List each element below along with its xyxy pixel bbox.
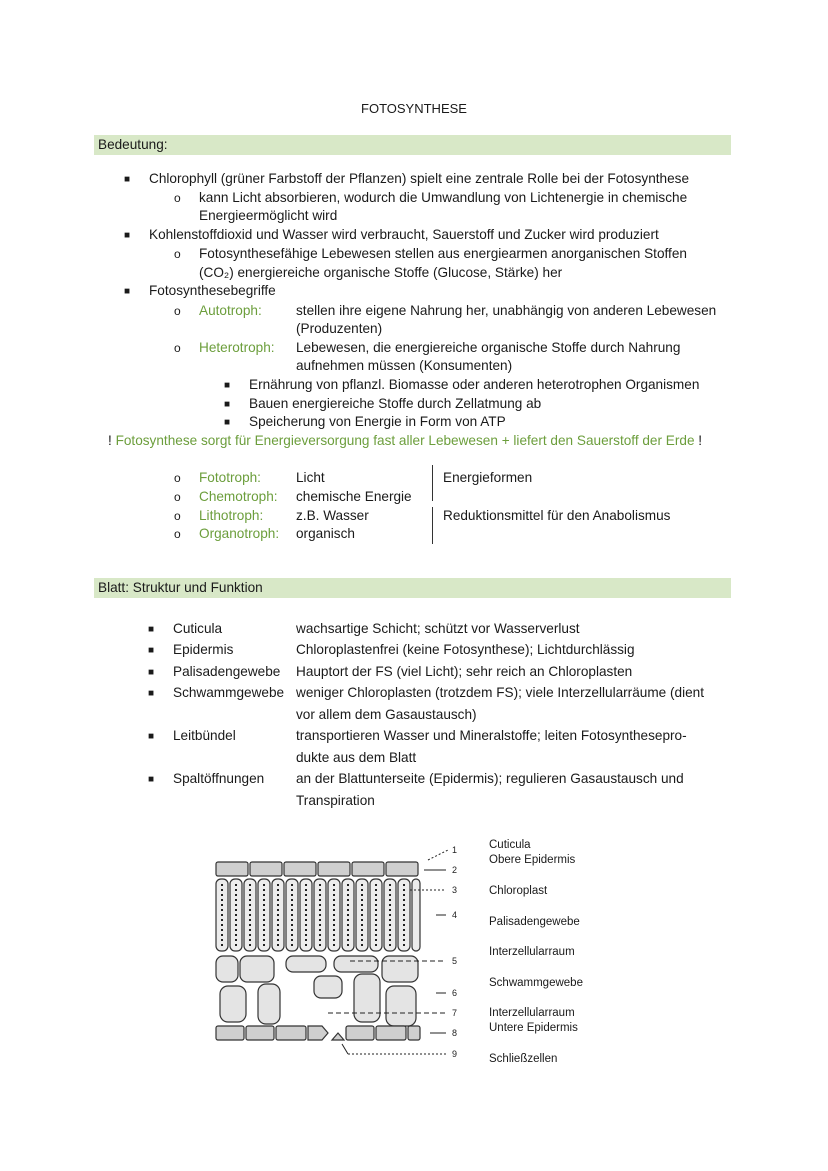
diagram-label: Schließzellen bbox=[489, 1053, 558, 1065]
leaf-desc: Chloroplastenfrei (keine Fotosynthese); Lichtdurchlässig bbox=[296, 642, 635, 657]
bullet-circle-icon: o bbox=[174, 304, 181, 318]
sub-bullet-text: kann Licht absorbieren, wodurch die Umwandlung von Lichtenergie in chemische bbox=[199, 190, 688, 205]
leaf-desc: dukte aus dem Blatt bbox=[296, 750, 417, 765]
section-heading-text: Bedeutung: bbox=[98, 137, 168, 152]
type-term: Chemotroph: bbox=[199, 489, 278, 504]
diagram-label: Untere Epidermis bbox=[489, 1022, 578, 1034]
definition-text: Lebewesen, die energiereiche organische Stoffe durch Nahrung bbox=[296, 340, 681, 355]
bullet-square-icon: ■ bbox=[224, 380, 231, 391]
diagram-label: Cuticula bbox=[489, 839, 531, 851]
bullet-square-icon: ■ bbox=[148, 688, 155, 699]
leaf-term: Leitbündel bbox=[173, 728, 236, 743]
term-autotroph: Autotroph: bbox=[199, 303, 262, 318]
group-label: Energieformen bbox=[443, 470, 533, 485]
leaf-term: Schwammgewebe bbox=[173, 685, 285, 700]
definition-text: aufnehmen müssen (Konsumenten) bbox=[296, 358, 513, 373]
bullet-square-icon: ■ bbox=[148, 774, 155, 785]
exclamation-mark: ! bbox=[698, 433, 703, 448]
diagram-number: 6 bbox=[452, 988, 458, 998]
highlight-text: Fotosynthese sorgt für Energieversorgung fast aller Lebewesen + liefert den Sauerstoff der Erde bbox=[115, 433, 695, 448]
type-value: organisch bbox=[296, 526, 355, 541]
sub-bullet-text: (CO₂) energiereiche organische Stoffe (Glucose, Stärke) her bbox=[199, 265, 563, 280]
sub-bullet-text: Fotosynthesefähige Lebewesen stellen aus energiearmen anorganischen Stoffen bbox=[199, 246, 687, 261]
bullet-square-icon: ■ bbox=[148, 667, 155, 678]
diagram-number: 7 bbox=[452, 1008, 458, 1018]
type-term: Organotroph: bbox=[199, 526, 280, 541]
bullet-square-icon: ■ bbox=[124, 286, 131, 297]
bullet-circle-icon: o bbox=[174, 509, 181, 523]
diagram-number: 9 bbox=[452, 1049, 458, 1059]
section-heading-text: Blatt: Struktur und Funktion bbox=[98, 580, 263, 595]
leaf-desc: Hauptort der FS (viel Licht); sehr reich an Chloroplasten bbox=[296, 664, 633, 679]
bullet-text: Fotosynthesebegriffe bbox=[149, 283, 276, 298]
leaf-desc: transportieren Wasser und Mineralstoffe; leiten Fotosynthesepro- bbox=[296, 728, 687, 743]
leaf-desc: wachsartige Schicht; schützt vor Wasserverlust bbox=[296, 621, 580, 636]
sub-sub-bullet-text: Ernährung von pflanzl. Biomasse oder anderen heterotrophen Organismen bbox=[249, 377, 700, 392]
page-title: FOTOSYNTHESE bbox=[361, 101, 467, 116]
diagram-label: Interzellularraum bbox=[489, 1007, 575, 1019]
term-heterotroph: Heterotroph: bbox=[199, 340, 275, 355]
leaf-cross-section-diagram bbox=[210, 838, 480, 1066]
bullet-circle-icon: o bbox=[174, 341, 181, 355]
section-heading-blatt bbox=[94, 578, 731, 598]
diagram-label: Obere Epidermis bbox=[489, 854, 576, 866]
type-value: Licht bbox=[296, 470, 325, 485]
bullet-text: Chlorophyll (grüner Farbstoff der Pflanzen) spielt eine zentrale Rolle bei der Fotosynthese bbox=[149, 171, 690, 186]
leaf-term: Spaltöffnungen bbox=[173, 771, 265, 786]
diagram-number: 3 bbox=[452, 885, 458, 895]
bullet-square-icon: ■ bbox=[124, 230, 131, 241]
sub-bullet-text: Energieermöglicht wird bbox=[199, 208, 338, 223]
diagram-label: Palisadengewebe bbox=[489, 916, 580, 928]
type-value: chemische Energie bbox=[296, 489, 412, 504]
sub-sub-bullet-text: Speicherung von Energie in Form von ATP bbox=[249, 414, 506, 429]
type-term: Lithotroph: bbox=[199, 508, 264, 523]
spongy-tissue bbox=[216, 956, 418, 1026]
type-value: z.B. Wasser bbox=[296, 508, 369, 523]
bullet-square-icon: ■ bbox=[148, 624, 155, 635]
diagram-label: Interzellularraum bbox=[489, 946, 575, 958]
diagram-label: Schwammgewebe bbox=[489, 977, 583, 989]
bullet-circle-icon: o bbox=[174, 191, 181, 205]
bullet-square-icon: ■ bbox=[224, 399, 231, 410]
leaf-term: Palisadengewebe bbox=[173, 664, 281, 679]
definition-text: (Produzenten) bbox=[296, 321, 383, 336]
exclamation-mark: ! bbox=[108, 433, 112, 448]
lower-epidermis bbox=[216, 1026, 420, 1040]
bullet-circle-icon: o bbox=[174, 490, 181, 504]
bullet-circle-icon: o bbox=[174, 471, 181, 485]
group-label: Reduktionsmittel für den Anabolismus bbox=[443, 508, 671, 523]
section-heading-bedeutung bbox=[94, 135, 731, 155]
divider-line bbox=[432, 507, 433, 544]
diagram-label: Chloroplast bbox=[489, 885, 548, 897]
sub-sub-bullet-text: Bauen energiereiche Stoffe durch Zellatmung ab bbox=[249, 396, 542, 411]
bullet-square-icon: ■ bbox=[224, 417, 231, 428]
bullet-square-icon: ■ bbox=[148, 645, 155, 656]
leaf-desc: vor allem dem Gasaustausch) bbox=[296, 707, 477, 722]
bullet-square-icon: ■ bbox=[148, 731, 155, 742]
bullet-text: Kohlenstoffdioxid und Wasser wird verbraucht, Sauerstoff und Zucker wird produziert bbox=[149, 227, 659, 242]
divider-line bbox=[432, 465, 433, 501]
leaf-term: Cuticula bbox=[173, 621, 223, 636]
diagram-number: 1 bbox=[452, 845, 458, 855]
bullet-circle-icon: o bbox=[174, 527, 181, 541]
bullet-square-icon: ■ bbox=[124, 174, 131, 185]
diagram-number: 2 bbox=[452, 865, 458, 875]
upper-epidermis bbox=[216, 862, 418, 876]
leaf-desc: weniger Chloroplasten (trotzdem FS); viele Interzellularräume (dient bbox=[296, 685, 704, 700]
bullet-circle-icon: o bbox=[174, 247, 181, 261]
diagram-number: 5 bbox=[452, 956, 458, 966]
diagram-number: 4 bbox=[452, 910, 458, 920]
leaf-desc: Transpiration bbox=[296, 793, 375, 808]
leaf-term: Epidermis bbox=[173, 642, 234, 657]
diagram-number: 8 bbox=[452, 1028, 458, 1038]
definition-text: stellen ihre eigene Nahrung her, unabhängig von anderen Lebewesen bbox=[296, 303, 717, 318]
leaf-desc: an der Blattunterseite (Epidermis); regulieren Gasaustausch und bbox=[296, 771, 684, 786]
type-term: Fototroph: bbox=[199, 470, 261, 485]
highlight-line bbox=[108, 433, 702, 448]
